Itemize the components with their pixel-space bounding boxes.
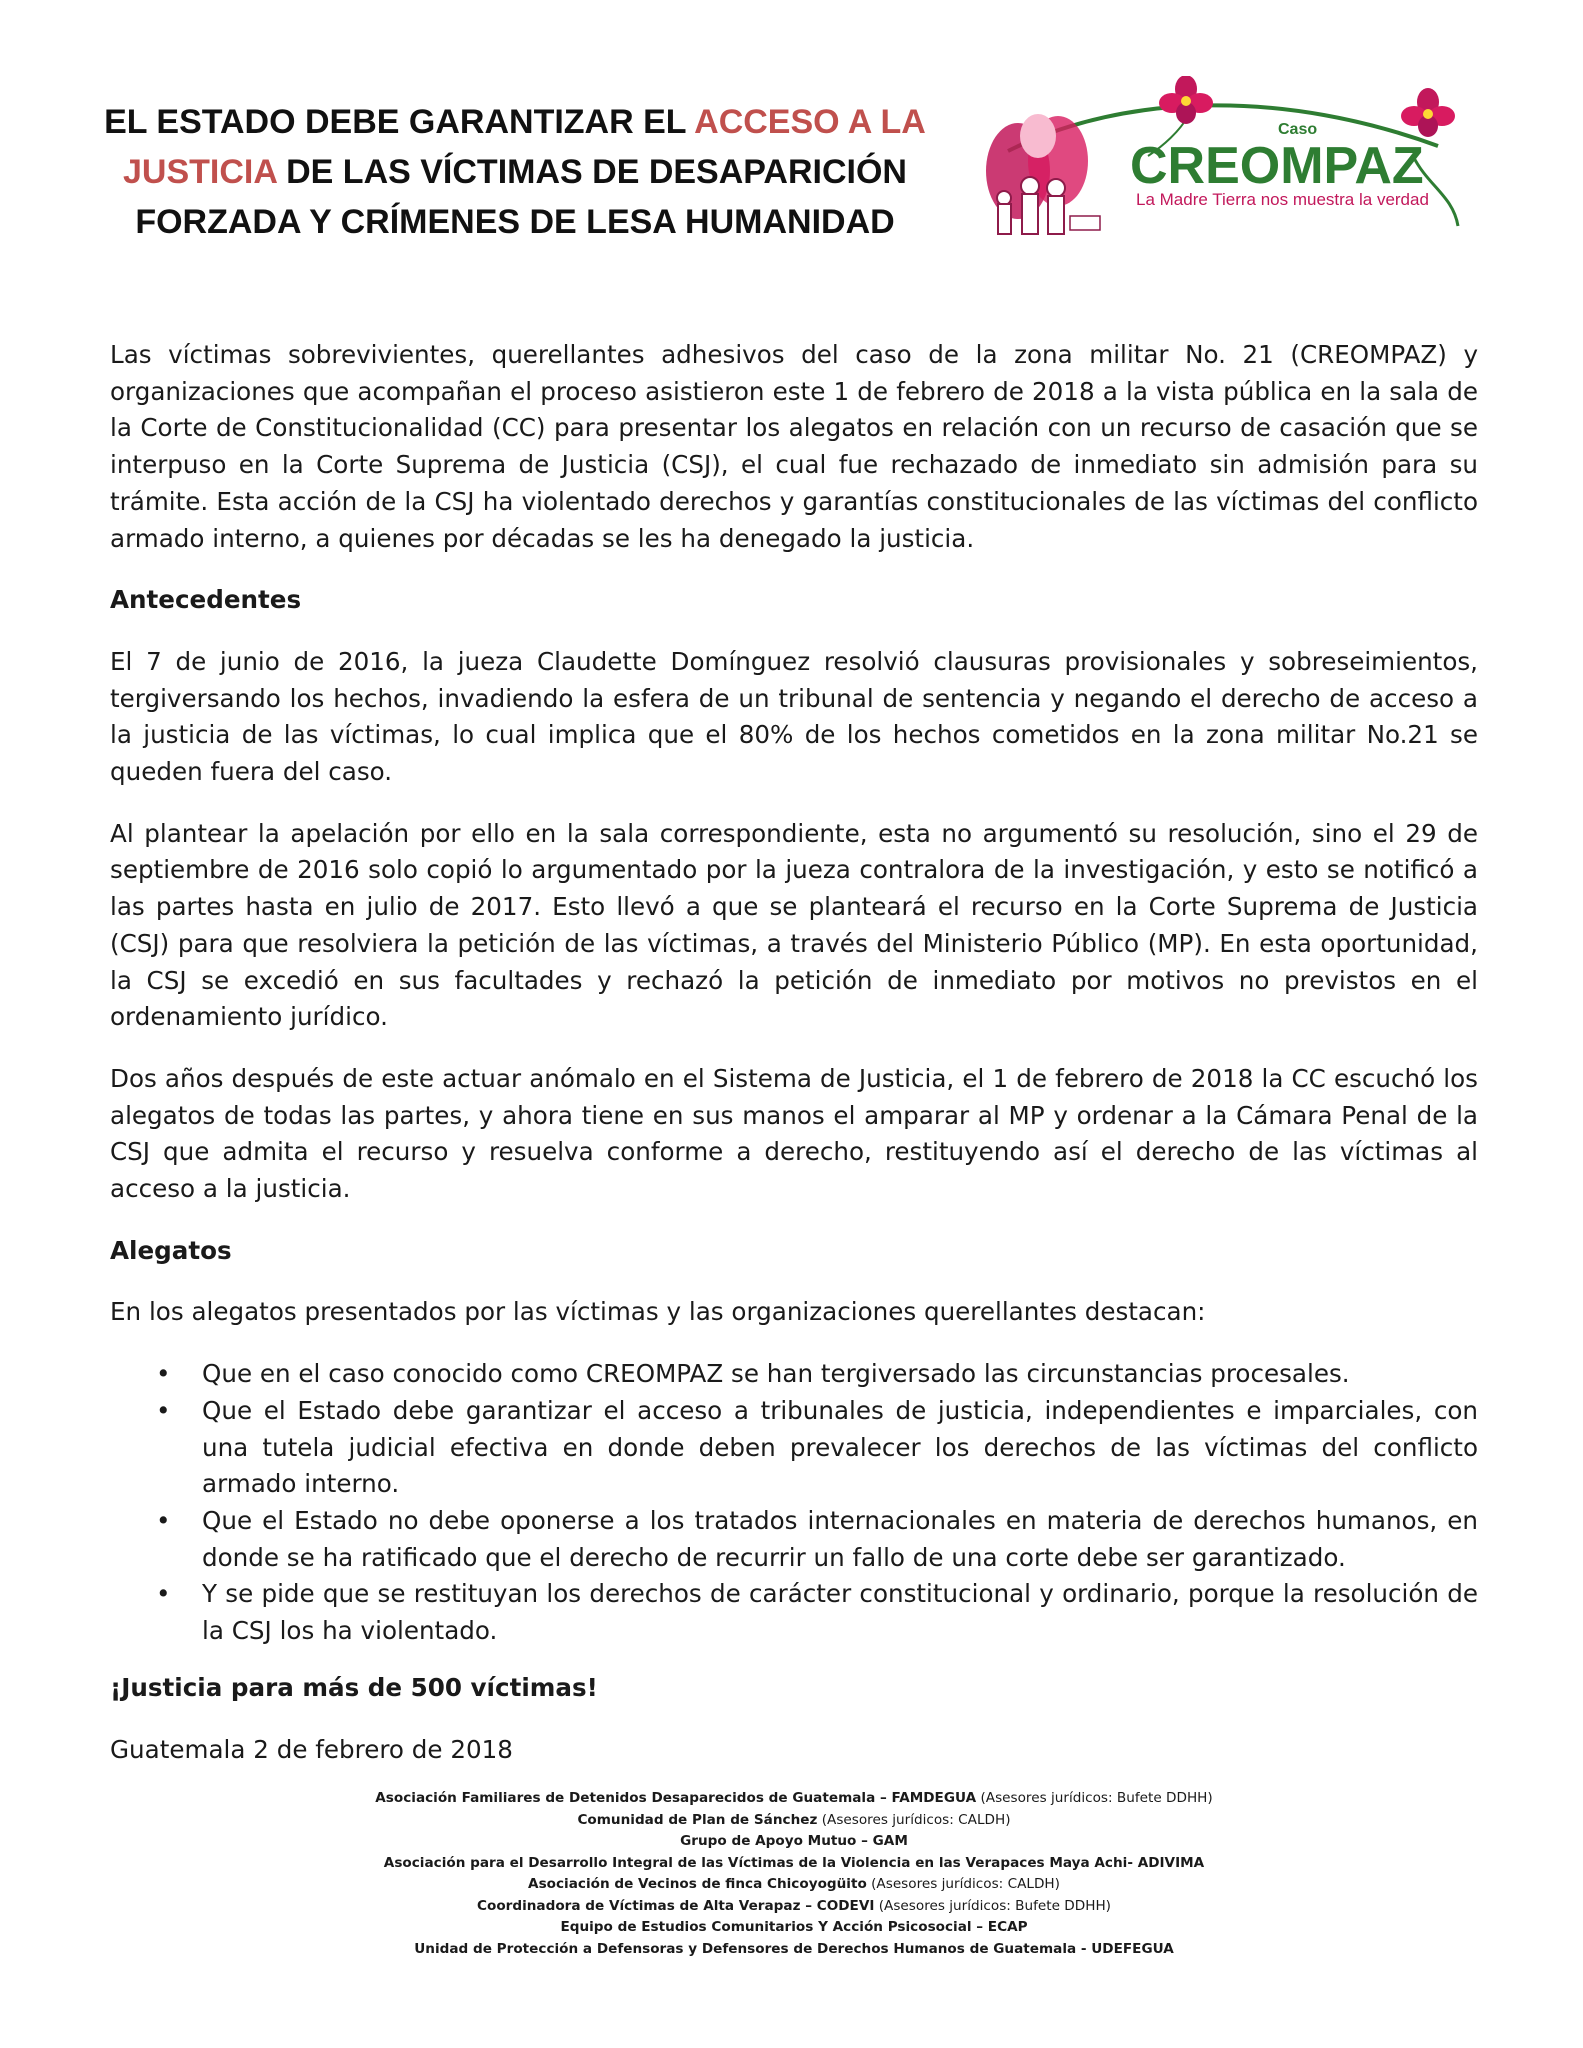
section-heading-antecedentes: Antecedentes [110, 585, 302, 615]
organization-name: Asociación para el Desarrollo Integral de las Víctimas de la Violencia en las Verapaces Maya Achi- ADIVIMA [383, 1854, 1205, 1871]
list-item [110, 1576, 1478, 1649]
organization-name: Comunidad de Plan de Sánchez [577, 1811, 818, 1828]
antecedentes-paragraph-2: Al plantear la apelación por ello en la sala correspondiente, esta no argumentó su resolución, sino el 29 de septiembre de 2016 solo copió lo argumentado por la jueza contralora de la investigación, y esto se notificó a las partes hasta en julio de 2017. Esto llevó a que se planteará el recurso en la Corte Suprema de Justicia (CSJ) para que resolviera la petición de las víctimas, a través del Ministerio Público (MP). En esta oportunidad, la CSJ se excedió en sus facultades y rechazó la petición de inmediato por motivos no previstos en el ordenamiento jurídico. [110, 818, 1478, 1032]
bullet-icon: • [156, 1359, 171, 1389]
bullet-icon: • [156, 1579, 171, 1609]
list-item-text: Y se pide que se restituyan los derechos de carácter constitucional y ordinario, porque la resolución de la CSJ los ha violentado. [202, 1579, 1478, 1646]
title-part-3: DE LAS VÍCTIMAS DE DESAPARICIÓN FORZADA Y CRÍMENES DE LESA HUMANIDAD [135, 153, 907, 241]
alegatos-list [110, 1356, 1478, 1650]
orchid-flower-icon [1401, 88, 1455, 137]
orchid-flower-icon [1159, 76, 1213, 124]
list-item [110, 1503, 1478, 1576]
intro-paragraph: Las víctimas sobrevivientes, querellantes adhesivos del caso de la zona militar No. 21 (CREOMPAZ) y organizaciones que acompañan el proceso asistieron este 1 de febrero de 2018 a la vista pública en la sala de la Corte de Constitucionalidad (CC) para presentar los alegatos en relación con un recurso de casación que se interpuso en la Corte Suprema de Justicia (CSJ), el cual fue rechazado de inmediato sin admisión para su trámite. Esta acción de la CSJ ha violentado derechos y garantías constitucionales de las víctimas del conflicto armado interno, a quienes por décadas se les ha denegado la justicia. [110, 340, 1478, 553]
organization-line [110, 1939, 1478, 1961]
logo-tagline: La Madre Tierra nos muestra la verdad [1136, 190, 1429, 209]
organization-name: Asociación Familiares de Detenidos Desaparecidos de Guatemala – FAMDEGUA [375, 1790, 977, 1806]
list-item [110, 1356, 1478, 1393]
logo-small-text: Caso [1278, 121, 1318, 138]
organization-line [110, 1853, 1478, 1875]
list-item-text: Que el Estado debe garantizar el acceso a tribunales de justicia, independientes e imparciales, con una tutela judicial efectiva en donde deben prevalecer los derechos de las víctimas del conflicto armado interno. [202, 1395, 1478, 1499]
organization-name: Unidad de Protección a Defensoras y Defensores de Derechos Humanos de Guatemala - UDEFEGUA [414, 1940, 1174, 1957]
organization-line [110, 1810, 1478, 1832]
alegatos-intro: En los alegatos presentados por las víctimas y las organizaciones querellantes destacan: [110, 1297, 1206, 1327]
document-body [110, 337, 1478, 1793]
organization-note: (Asesores jurídicos: Bufete DDHH) [976, 1790, 1213, 1806]
antecedentes-paragraph-1: El 7 de junio de 2016, la jueza Claudette Domínguez resolvió clausuras provisionales y sobreseimientos, tergiversando los hechos, invadiendo la esfera de un tribunal de sentencia y negando el derecho de acceso a la justicia de las víctimas, lo cual implica que el 80% de los hechos cometidos en la zona militar No.21 se queden fuera del caso. [110, 646, 1478, 787]
title-part-1: EL ESTADO DEBE GARANTIZAR EL [104, 103, 695, 141]
organization-name: Equipo de Estudios Comunitarios Y Acción Psicosocial – ECAP [560, 1919, 1028, 1935]
organization-note: (Asesores jurídicos: Bufete DDHH) [874, 1897, 1111, 1914]
list-item-text: Que el Estado no debe oponerse a los tratados internacionales en materia de derechos humanos, en donde se ha ratificado que el derecho de recurrir un fallo de una corte debe ser garantizado. [202, 1505, 1478, 1572]
organization-name: Coordinadora de Víctimas de Alta Verapaz – CODEVI [477, 1897, 875, 1914]
bullet-icon: • [156, 1505, 171, 1535]
organization-line [110, 1831, 1478, 1853]
organization-line [110, 1896, 1478, 1918]
organization-note: (Asesores jurídicos: CALDH) [817, 1811, 1011, 1828]
organization-line [110, 1874, 1478, 1896]
closing-statement: ¡Justicia para más de 500 víctimas! [110, 1672, 598, 1702]
list-item-text: Que en el caso conocido como CREOMPAZ se han tergiversado las circunstancias procesales. [202, 1359, 1350, 1389]
title-highlight: ACCESO A LA JUSTICIA [123, 103, 926, 191]
creompaz-logo [958, 76, 1478, 251]
section-heading-alegatos: Alegatos [110, 1235, 232, 1265]
organizations-list [110, 1788, 1478, 1960]
bullet-icon: • [156, 1395, 171, 1425]
organization-name: Grupo de Apoyo Mutuo – GAM [680, 1833, 908, 1849]
people-illustration-icon [986, 114, 1100, 234]
organization-name: Asociación de Vecinos de finca Chicoyogüito [528, 1876, 867, 1892]
organization-line [110, 1788, 1478, 1810]
organization-note: (Asesores jurídicos: CALDH) [866, 1876, 1060, 1892]
list-item [110, 1393, 1478, 1503]
logo-name: CREOMPAZ [1130, 137, 1424, 195]
organization-line [110, 1917, 1478, 1939]
page-title [100, 97, 930, 247]
document-date: Guatemala 2 de febrero de 2018 [110, 1734, 513, 1764]
antecedentes-paragraph-3: Dos años después de este actuar anómalo en el Sistema de Justicia, el 1 de febrero de 2018 la CC escuchó los alegatos de todas las partes, y ahora tiene en sus manos el amparar al MP y ordenar a la Cámara Penal de la CSJ que admita el recurso y resuelva conforme a derecho, restituyendo así el derecho de las víctimas al acceso a la justicia. [110, 1063, 1478, 1204]
